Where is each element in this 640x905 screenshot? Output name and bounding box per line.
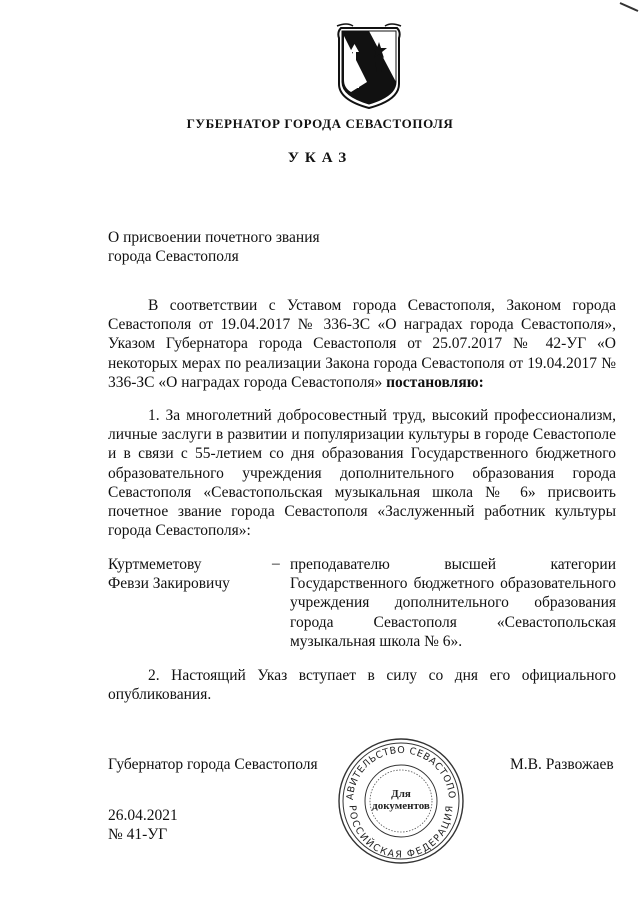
recipient-dash: – xyxy=(272,555,280,572)
subject-line-2: города Севастополя xyxy=(108,248,239,265)
decree-subject xyxy=(108,228,320,266)
recipient-surname: Куртмеметову xyxy=(108,556,202,573)
document-date-number xyxy=(108,806,178,844)
signatory-title: Губернатор города Севастополя xyxy=(108,756,318,773)
recipient-given-names: Февзи Закировичу xyxy=(108,575,230,592)
recipient-position: преподавателю высшей категории Государственного бюджетного образовательного учреждения дополнительного образования города Севастополя «Севастопольская музыкальная школа № 6». xyxy=(290,556,616,650)
document-type-title: УКАЗ xyxy=(287,150,353,166)
document-date: 26.04.2021 xyxy=(108,807,178,824)
preamble-paragraph xyxy=(108,296,616,392)
seal-top-text: АВИТЕЛЬСТВО СЕВАСТОПО xyxy=(344,744,458,801)
seal-center-line-1: Для xyxy=(391,788,411,800)
item-2-paragraph: 2. Настоящий Указ вступает в силу со дня его официального опубликования. xyxy=(108,667,616,704)
signatory-name: М.В. Развожаев xyxy=(510,756,614,773)
official-seal xyxy=(336,736,466,866)
preamble-text: В соответствии с Уставом города Севастополя, Законом города Севастополя от 19.04.2017 № 336-ЗС «О наградах города Севастополя», Указом Губернатора города Севастополя от 25.07.2017 № 42-УГ «О некоторых мерах по реализации Закона города Севастополя от 19.04.2017 № 336-ЗС «О наградах города Севастополя» xyxy=(108,297,616,391)
seal-center-line-2: документов xyxy=(372,800,430,812)
subject-line-1: О присвоении почетного звания xyxy=(108,229,320,246)
item-1-paragraph: 1. За многолетний добросовестный труд, высокий профессионализм, личные заслуги в развитии и популяризации культуры в городе Севастополе и в связи с 55-летием со дня образования Государственного бюджетного образовательного учреждения дополнительного образования города Севастополя «Севастопольская музыкальная школа № 6» присвоить почетное звание города Севастополя «Заслуженный работник культуры города Севастополя»: xyxy=(108,407,616,540)
document-number: № 41-УГ xyxy=(108,826,168,843)
seal-bottom-text: РОССИЙСКАЯ ФЕДЕРАЦИЯ xyxy=(346,804,456,861)
recipient-name xyxy=(108,555,230,593)
resolve-word: постановляю: xyxy=(386,373,484,391)
coat-of-arms-icon xyxy=(333,22,405,110)
issuing-authority: ГУБЕРНАТОР ГОРОДА СЕВАСТОПОЛЯ xyxy=(186,116,454,131)
corner-scan-mark xyxy=(618,0,640,12)
